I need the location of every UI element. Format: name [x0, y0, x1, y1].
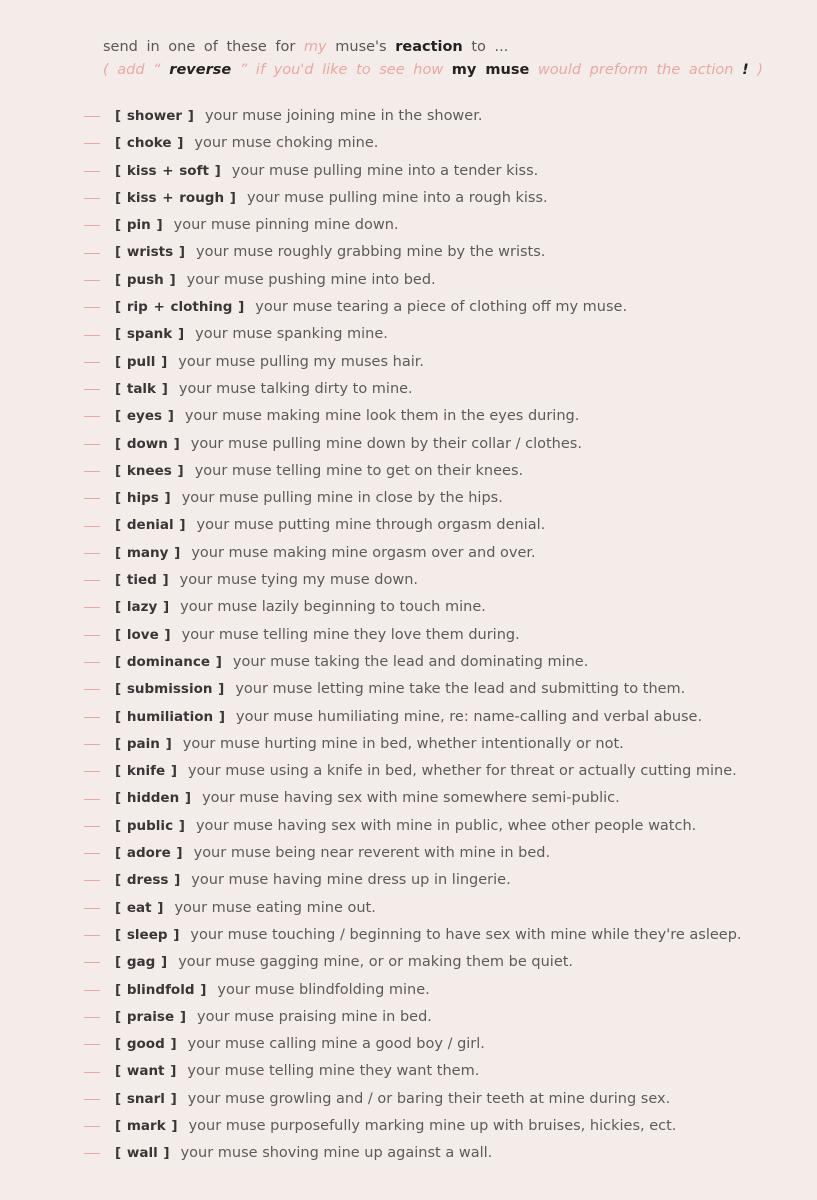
- item-description: your muse lazily beginning to touch mine.: [180, 599, 486, 616]
- list-item: [84, 267, 804, 294]
- item-description: your muse choking mine.: [194, 135, 379, 152]
- item-tag: [ humiliation ]: [115, 708, 225, 725]
- item-tag: [ hidden ]: [115, 790, 192, 807]
- dash-bullet: [84, 1072, 100, 1073]
- item-tag: [ down ]: [115, 435, 180, 452]
- dash-bullet: [84, 826, 100, 827]
- item-tag: [ push ]: [115, 271, 176, 288]
- item-description: your muse roughly grabbing mine by the wrists.: [196, 244, 546, 261]
- dash-bullet: [84, 1153, 100, 1154]
- dash-bullet: [84, 362, 100, 363]
- item-description: your muse praising mine in bed.: [197, 1008, 432, 1025]
- dash-bullet: [84, 225, 100, 226]
- dash-bullet: [84, 935, 100, 936]
- intro-my-muse: my muse: [451, 62, 530, 78]
- item-tag: [ denial ]: [115, 517, 186, 534]
- item-tag: [ hips ]: [115, 490, 171, 507]
- dash-bullet: [84, 498, 100, 499]
- dash-bullet: [84, 717, 100, 718]
- list-item: [84, 512, 804, 539]
- dash-bullet: [84, 198, 100, 199]
- list-item: [84, 977, 804, 1004]
- list-item: [84, 1140, 804, 1167]
- item-description: your muse being near reverent with mine in bed.: [193, 845, 551, 862]
- intro-quote-close: ”: [239, 62, 248, 78]
- item-tag: [ love ]: [115, 626, 171, 643]
- dash-bullet: [84, 553, 100, 554]
- item-description: your muse telling mine they love them during.: [181, 626, 520, 643]
- item-tag: [ eat ]: [115, 899, 164, 916]
- list-item: [84, 1058, 804, 1085]
- list-item: [84, 403, 804, 430]
- list-item: [84, 922, 804, 949]
- list-item: [84, 458, 804, 485]
- item-description: your muse joining mine in the shower.: [204, 108, 483, 124]
- list-item: [84, 349, 804, 376]
- item-description: your muse taking the lead and dominating mine.: [232, 653, 589, 670]
- intro-reverse: reverse: [169, 62, 232, 78]
- list-item: [84, 239, 804, 266]
- item-tag: [ knife ]: [115, 763, 177, 780]
- dash-bullet: [84, 880, 100, 881]
- item-description: your muse eating mine out.: [174, 899, 376, 916]
- list-item: [84, 1004, 804, 1031]
- dash-bullet: [84, 1099, 100, 1100]
- item-description: your muse making mine orgasm over and over.: [191, 544, 536, 561]
- item-tag: [ good ]: [115, 1036, 177, 1053]
- item-tag: [ snarl ]: [115, 1090, 177, 1107]
- dash-bullet: [84, 744, 100, 745]
- item-tag: [ eyes ]: [115, 408, 174, 425]
- item-tag: [ knees ]: [115, 462, 184, 479]
- list-item: [84, 704, 804, 731]
- item-tag: [ spank ]: [115, 326, 185, 343]
- intro-text: to ...: [462, 39, 509, 55]
- dash-bullet: [84, 771, 100, 772]
- dash-bullet: [84, 253, 100, 254]
- item-tag: [ many ]: [115, 544, 181, 561]
- list-item: [84, 895, 804, 922]
- list-item: [84, 212, 804, 239]
- list-item: [84, 758, 804, 785]
- list-item: [84, 785, 804, 812]
- list-item: [84, 1031, 804, 1058]
- item-tag: [ rip + clothing ]: [115, 299, 245, 316]
- prompt-list: [84, 103, 804, 1168]
- list-item: [84, 185, 804, 212]
- list-item: [84, 731, 804, 758]
- list-item: [84, 949, 804, 976]
- intro-close: ): [748, 62, 763, 78]
- item-description: your muse putting mine through orgasm denial.: [196, 517, 546, 534]
- dash-bullet: [84, 471, 100, 472]
- intro-line-1: [103, 36, 803, 59]
- item-description: your muse pulling mine into a rough kiss.: [246, 189, 548, 206]
- dash-bullet: [84, 689, 100, 690]
- list-item: [84, 321, 804, 348]
- dash-bullet: [84, 635, 100, 636]
- item-tag: [ lazy ]: [115, 599, 170, 616]
- list-item: [84, 294, 804, 321]
- intro-line-2: [103, 59, 803, 82]
- list-item: [84, 594, 804, 621]
- dash-bullet: [84, 1017, 100, 1018]
- item-tag: [ sleep ]: [115, 926, 180, 943]
- item-tag: [ gag ]: [115, 954, 168, 971]
- item-tag: [ pin ]: [115, 217, 163, 234]
- dash-bullet: [84, 908, 100, 909]
- list-item: [84, 840, 804, 867]
- dash-bullet: [84, 853, 100, 854]
- dash-bullet: [84, 280, 100, 281]
- item-description: your muse pinning mine down.: [173, 217, 399, 234]
- item-tag: [ mark ]: [115, 1117, 178, 1134]
- intro-bang: !: [742, 62, 749, 78]
- item-description: your muse telling mine to get on their knees.: [194, 462, 524, 479]
- item-description: your muse having sex with mine in public, whee other people watch.: [195, 817, 697, 834]
- dash-bullet: [84, 662, 100, 663]
- item-description: your muse tying my muse down.: [179, 572, 418, 589]
- list-item: [84, 158, 804, 185]
- intro-middle: if you'd like to see how: [247, 62, 452, 78]
- dash-bullet: [84, 799, 100, 800]
- item-description: your muse purposefully marking mine up with bruises, hickies, ect.: [188, 1117, 677, 1134]
- list-item: [84, 867, 804, 894]
- intro-text: muse's: [326, 39, 396, 55]
- item-description: your muse having mine dress up in lingerie.: [191, 872, 511, 889]
- item-tag: [ kiss + rough ]: [115, 189, 236, 206]
- item-tag: [ submission ]: [115, 681, 225, 698]
- item-description: your muse letting mine take the lead and submitting to them.: [235, 681, 686, 698]
- dash-bullet: [84, 171, 100, 172]
- item-description: your muse calling mine a good boy / girl.: [187, 1036, 485, 1053]
- dash-bullet: [84, 1126, 100, 1127]
- dash-bullet: [84, 444, 100, 445]
- dash-bullet: [84, 389, 100, 390]
- dash-bullet: [84, 307, 100, 308]
- item-description: your muse talking dirty to mine.: [178, 380, 413, 397]
- item-description: your muse making mine look them in the eyes during.: [184, 408, 580, 425]
- list-item: [84, 431, 804, 458]
- intro-my: my: [303, 39, 327, 55]
- item-description: your muse spanking mine.: [195, 326, 388, 343]
- item-description: your muse using a knife in bed, whether for threat or actually cutting mine.: [188, 763, 737, 780]
- item-description: your muse hurting mine in bed, whether intentionally or not.: [182, 735, 624, 752]
- list-item: [84, 567, 804, 594]
- item-description: your muse pulling my muses hair.: [178, 353, 424, 370]
- intro-open: ( add: [103, 62, 154, 78]
- item-description: your muse having sex with mine somewhere semi-public.: [202, 790, 620, 807]
- item-description: your muse blindfolding mine.: [217, 981, 430, 998]
- list-item: [84, 376, 804, 403]
- list-item: [84, 103, 804, 130]
- item-description: your muse touching / beginning to have sex with mine while they're asleep.: [190, 926, 742, 943]
- item-tag: [ dominance ]: [115, 653, 222, 670]
- item-tag: [ shower ]: [115, 108, 194, 124]
- dash-bullet: [84, 526, 100, 527]
- dash-bullet: [84, 116, 100, 117]
- item-description: your muse gagging mine, or or making them be quiet.: [178, 954, 574, 971]
- list-item: [84, 622, 804, 649]
- item-description: your muse pulling mine down by their collar / clothes.: [190, 435, 582, 452]
- item-tag: [ praise ]: [115, 1008, 186, 1025]
- item-description: your muse pulling mine into a tender kiss.: [231, 162, 539, 179]
- item-description: your muse tearing a piece of clothing off my muse.: [255, 299, 628, 316]
- list-item: [84, 485, 804, 512]
- item-tag: [ pull ]: [115, 353, 168, 370]
- item-tag: [ talk ]: [115, 380, 168, 397]
- item-description: your muse growling and / or baring their teeth at mine during sex.: [187, 1090, 671, 1107]
- intro-text: send in one of these for: [103, 39, 304, 55]
- list-item: [84, 1113, 804, 1140]
- item-tag: [ wall ]: [115, 1145, 170, 1162]
- intro: [103, 36, 803, 82]
- intro-reaction: reaction: [395, 39, 463, 55]
- item-tag: [ public ]: [115, 817, 185, 834]
- dash-bullet: [84, 990, 100, 991]
- item-tag: [ choke ]: [115, 135, 184, 152]
- item-tag: [ blindfold ]: [115, 981, 207, 998]
- list-item: [84, 676, 804, 703]
- dash-bullet: [84, 335, 100, 336]
- item-description: your muse pulling mine in close by the hips.: [181, 490, 503, 507]
- dash-bullet: [84, 580, 100, 581]
- item-tag: [ tied ]: [115, 572, 169, 589]
- intro-quote-open: “: [153, 62, 161, 78]
- dash-bullet: [84, 607, 100, 608]
- item-tag: [ want ]: [115, 1063, 177, 1080]
- item-tag: [ dress ]: [115, 872, 181, 889]
- list-item: [84, 540, 804, 567]
- item-tag: [ wrists ]: [115, 244, 186, 261]
- item-description: your muse humiliating mine, re: name-calling and verbal abuse.: [236, 708, 703, 725]
- item-tag: [ adore ]: [115, 845, 183, 862]
- list-item: [84, 649, 804, 676]
- intro-end: would preform the action: [529, 62, 743, 78]
- dash-bullet: [84, 143, 100, 144]
- list-item: [84, 130, 804, 157]
- list-item: [84, 1086, 804, 1113]
- dash-bullet: [84, 416, 100, 417]
- item-tag: [ pain ]: [115, 735, 172, 752]
- item-description: your muse pushing mine into bed.: [186, 271, 436, 288]
- item-tag: [ kiss + soft ]: [115, 162, 221, 179]
- item-description: your muse shoving mine up against a wall.: [180, 1145, 493, 1162]
- dash-bullet: [84, 962, 100, 963]
- list-item: [84, 813, 804, 840]
- dash-bullet: [84, 1044, 100, 1045]
- item-description: your muse telling mine they want them.: [187, 1063, 480, 1080]
